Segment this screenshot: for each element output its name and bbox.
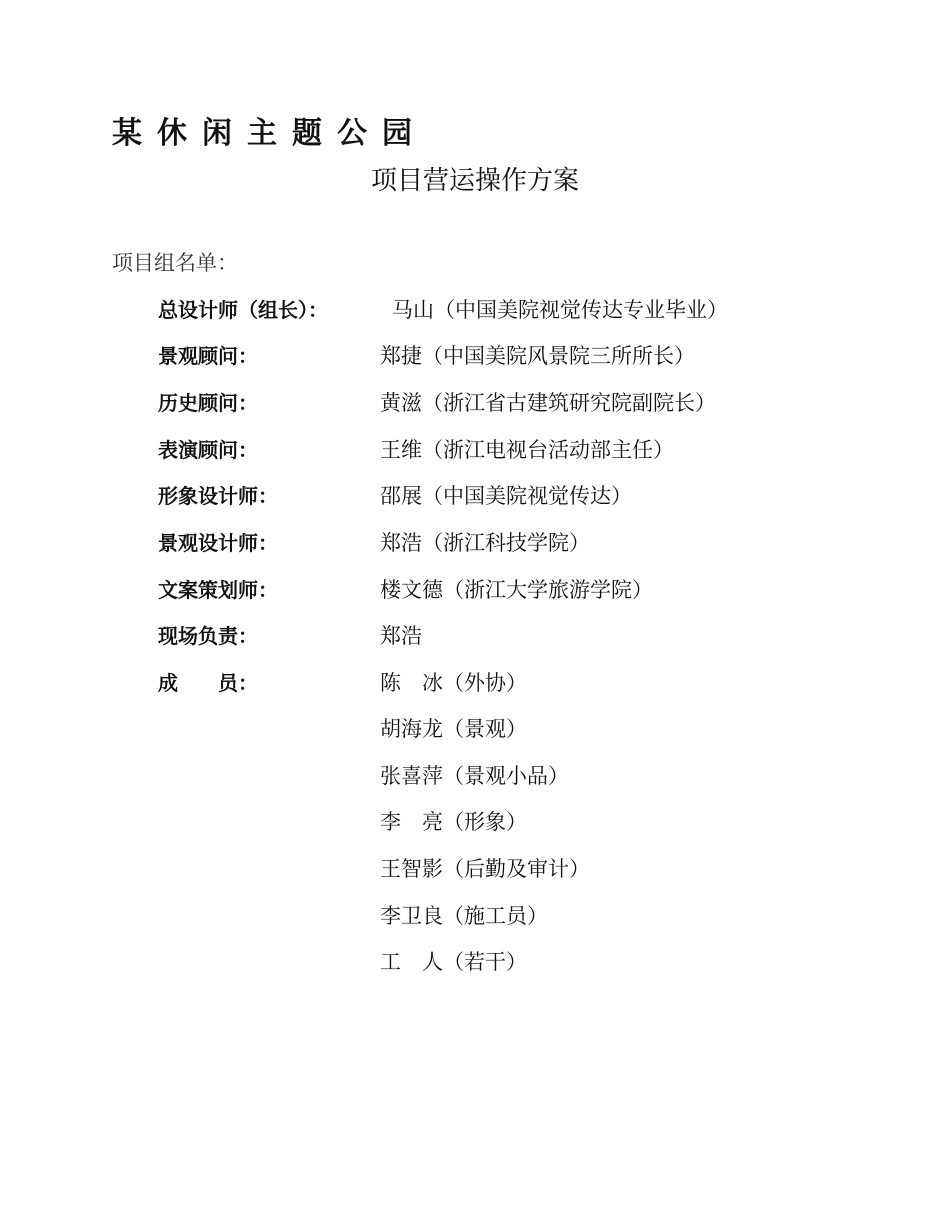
member-name: 马山（中国美院视觉传达专业毕业） xyxy=(392,298,728,322)
member-name: 李卫良（施工员） xyxy=(380,904,548,928)
roster-row xyxy=(0,340,950,374)
roster-row xyxy=(0,713,950,747)
role-label: 表演顾问： xyxy=(158,438,258,462)
project-team-heading: 项目组名单： xyxy=(112,251,238,275)
roster-row xyxy=(0,574,950,608)
member-name: 李 亮（形象） xyxy=(380,810,527,834)
member-name: 黄滋（浙江省古建筑研究院副院长） xyxy=(380,391,716,415)
member-name: 邵展（中国美院视觉传达） xyxy=(380,484,632,508)
role-label: 现场负责： xyxy=(158,624,258,648)
roster-row xyxy=(0,760,950,794)
member-name: 胡海龙（景观） xyxy=(380,717,527,741)
roster-row xyxy=(0,294,950,328)
roster-row xyxy=(0,527,950,561)
roster-row xyxy=(0,946,950,980)
role-label: 成 员： xyxy=(158,671,258,695)
document-title: 某休闲主题公园 xyxy=(112,116,427,151)
member-name: 郑浩（浙江科技学院） xyxy=(380,531,590,555)
role-label: 历史顾问： xyxy=(158,391,258,415)
roster-row xyxy=(0,620,950,654)
member-name: 王维（浙江电视台活动部主任） xyxy=(380,438,674,462)
member-name: 楼文德（浙江大学旅游学院） xyxy=(380,578,653,602)
roster-row xyxy=(0,434,950,468)
member-name: 郑捷（中国美院风景院三所所长） xyxy=(380,344,695,368)
role-label: 景观设计师： xyxy=(158,531,278,555)
member-name: 郑浩 xyxy=(380,624,422,648)
role-label: 景观顾问： xyxy=(158,344,258,368)
roster-row xyxy=(0,853,950,887)
member-name: 张喜萍（景观小品） xyxy=(380,764,569,788)
roster-row xyxy=(0,900,950,934)
role-label: 总设计师（组长）： xyxy=(158,298,328,322)
roster-row xyxy=(0,387,950,421)
roster-row xyxy=(0,806,950,840)
role-label: 文案策划师： xyxy=(158,578,278,602)
document-subtitle: 项目营运操作方案 xyxy=(370,166,579,196)
role-label: 形象设计师： xyxy=(158,484,278,508)
roster-row xyxy=(0,480,950,514)
member-name: 王智影（后勤及审计） xyxy=(380,857,590,881)
member-name: 陈 冰（外协） xyxy=(380,671,527,695)
roster-row xyxy=(0,667,950,701)
member-name: 工 人（若干） xyxy=(380,950,527,974)
